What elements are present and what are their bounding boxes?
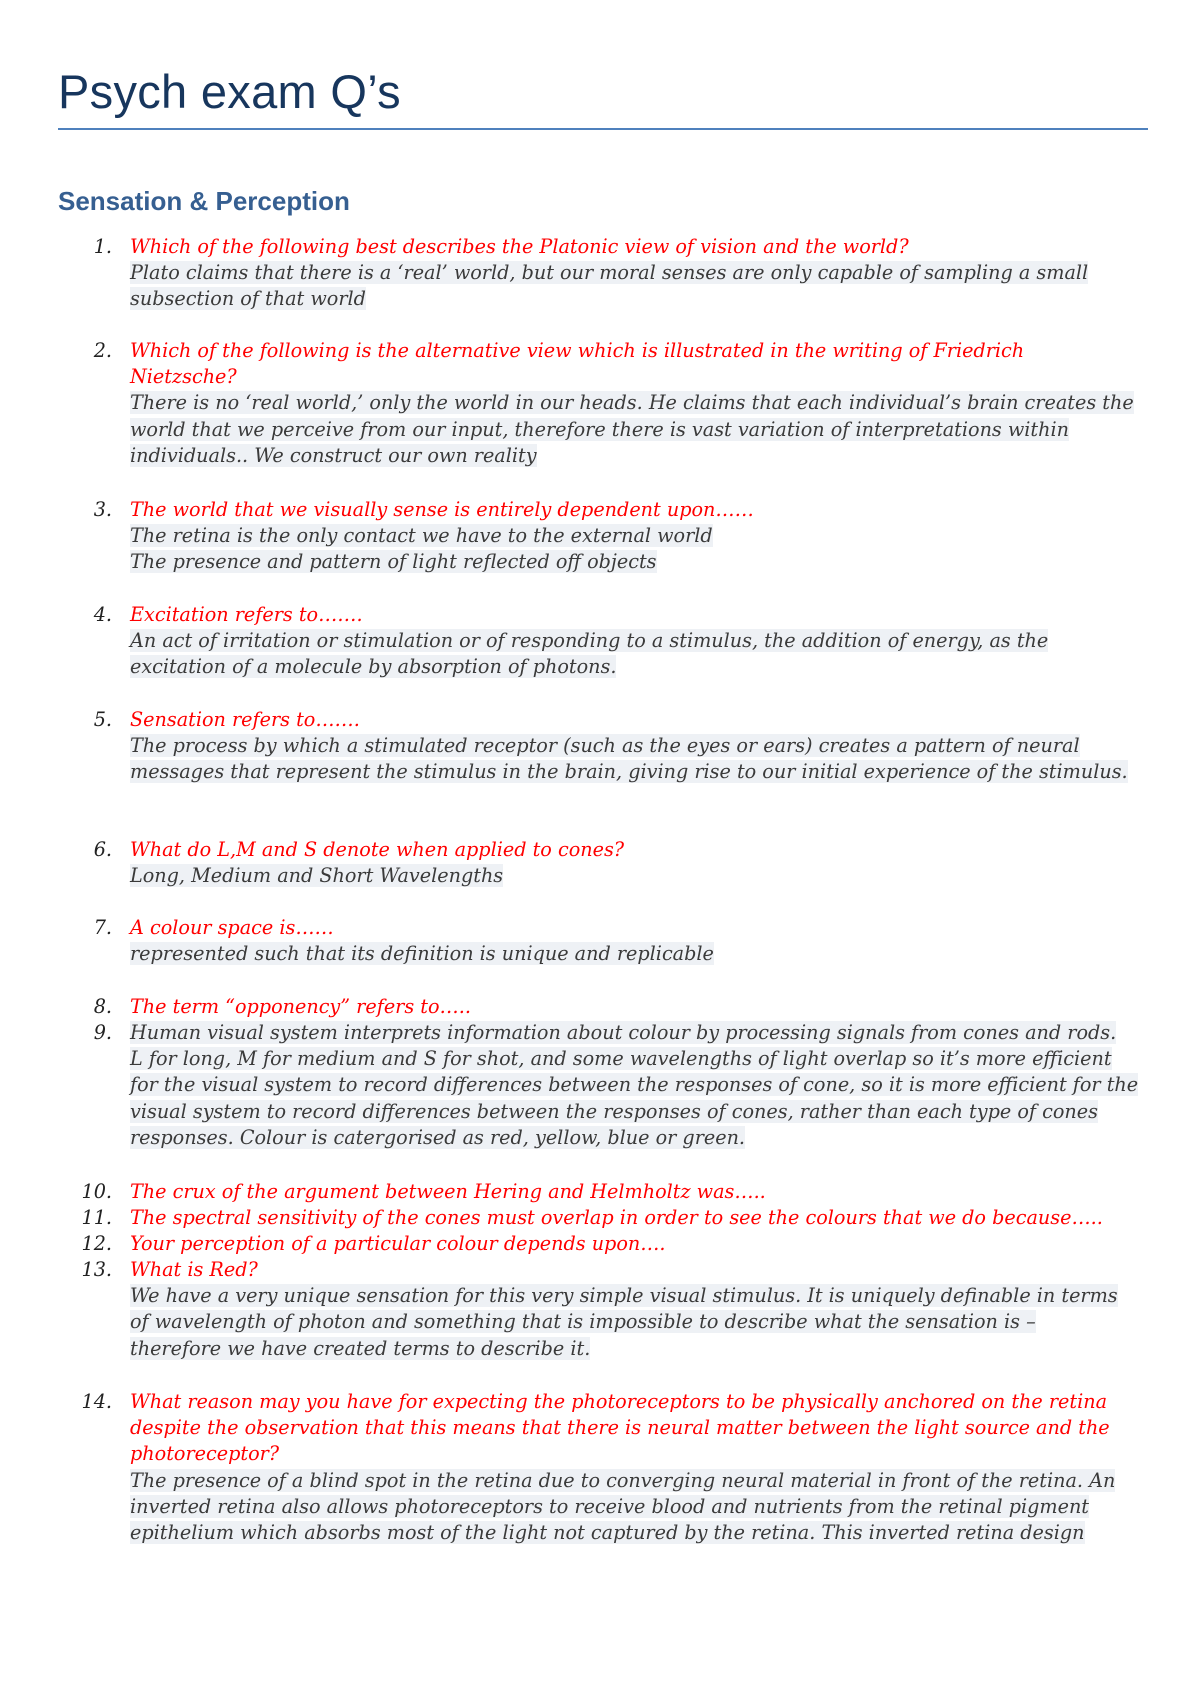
question-text: Excitation refers to……. [130, 603, 363, 626]
item-number: 12. [81, 1232, 112, 1255]
answer-text [130, 522, 1150, 550]
answer-highlight: We have a very unique sensation for this very simple visual stimulus. It is uniquely definable in terms [130, 1284, 1118, 1308]
item-number: 6. [93, 838, 112, 861]
answer-highlight: represented such that its definition is unique and replicable [130, 942, 714, 966]
answer-highlight: The presence of a blind spot in the retina due to converging neural material in front of the retina. An [130, 1468, 1116, 1492]
answer-text [130, 732, 1150, 760]
item-number: 1. [93, 235, 112, 258]
answer-text [130, 940, 1150, 968]
item-number: 5. [93, 708, 112, 731]
question-text: A colour space is…… [130, 916, 334, 939]
answer-text [130, 653, 1150, 681]
answer-text [130, 1019, 1150, 1047]
question-text: The world that we visually sense is entirely dependent upon…… [130, 498, 754, 521]
item-number: 13. [81, 1258, 112, 1281]
question-text: Sensation refers to……. [130, 708, 360, 731]
item-number: 2. [93, 339, 112, 362]
answer-text [130, 1098, 1150, 1126]
question-text: The term “opponency” refers to….. [130, 995, 471, 1018]
answer-text [130, 627, 1150, 655]
item-number: 7. [93, 916, 112, 939]
answer-highlight: Human visual system interprets information about colour by processing signals from cones and rods. [130, 1021, 1117, 1044]
item-number: 10. [81, 1180, 112, 1203]
answer-highlight: responses. Colour is catergorised as red, yellow, blue or green. [130, 1125, 746, 1149]
answer-highlight: L for long, M for medium and S for shot, and some wavelengths of light overlap so it’s more efficient [130, 1047, 1112, 1071]
page-title: Psych exam Q’s [58, 65, 401, 118]
answer-highlight: for the visual system to record differences between the responses of cone, so it is more efficient for the [130, 1073, 1139, 1097]
answer-text [130, 1045, 1150, 1073]
item-number: 9. [93, 1021, 112, 1044]
item-number: 3. [93, 498, 112, 521]
section-heading: Sensation & Perception [58, 186, 350, 216]
answer-highlight: messages that represent the stimulus in the brain, giving rise to our initial experience of the stimulus. [130, 760, 1128, 784]
item-number: 11. [81, 1206, 112, 1229]
answer-highlight: The presence and pattern of light reflected off objects [130, 550, 657, 574]
answer-text [130, 548, 1150, 576]
answer-text [130, 416, 1150, 444]
answer-highlight: individuals.. We construct our own reality [130, 443, 537, 467]
question-text: Your perception of a particular colour depends upon…. [130, 1232, 666, 1255]
question-text: The spectral sensitivity of the cones must overlap in order to see the colours that we do because….. [130, 1206, 1103, 1229]
answer-highlight: Plato claims that there is a ‘real’ world, but our moral senses are only capable of sampling a small [130, 261, 1089, 285]
question-text: The crux of the argument between Hering and Helmholtz was….. [130, 1180, 766, 1203]
answer-text [130, 1519, 1150, 1547]
answer-text [130, 1335, 1150, 1363]
answer-highlight: excitation of a molecule by absorption of photons. [130, 655, 617, 679]
answer-highlight: of wavelength of photon and something that is impossible to describe what the sensation is – [130, 1310, 1036, 1334]
answer-text [130, 259, 1150, 287]
answer-highlight: therefore we have created terms to describe it. [130, 1336, 591, 1360]
answer-highlight: Long, Medium and Short Wavelengths [130, 864, 504, 888]
answer-text [130, 1282, 1150, 1310]
question-text: What reason may you have for expecting the photoreceptors to be physically anchored on the retina [130, 1390, 1108, 1413]
question-text: Which of the following is the alternative view which is illustrated in the writing of Friedrich [130, 339, 1025, 362]
question-text: Nietzsche? [130, 365, 237, 389]
answer-highlight: There is no ‘real world,’ only the world in our heads. He claims that each individual’s brain creates the [130, 391, 1134, 415]
answer-highlight: An act of irritation or stimulation or of responding to a stimulus, the addition of energy, as the [130, 629, 1049, 653]
answer-highlight: epithelium which absorbs most of the light not captured by the retina. This inverted retina design [130, 1521, 1085, 1544]
answer-highlight: The process by which a stimulated receptor (such as the eyes or ears) creates a pattern of neural [130, 734, 1080, 758]
title-underline [58, 128, 1148, 130]
answer-highlight: subsection of that world [130, 287, 366, 311]
item-number: 4. [93, 603, 112, 626]
question-text: What is Red? [130, 1258, 258, 1281]
question-text: Which of the following best describes the Platonic view of vision and the world? [130, 235, 909, 258]
answer-text [130, 285, 1150, 313]
answer-text [130, 1124, 1150, 1152]
item-number: 8. [93, 995, 112, 1018]
answer-text [130, 1493, 1150, 1521]
item-number: 14. [81, 1390, 112, 1413]
question-text: despite the observation that this means that there is neural matter between the light source and the [130, 1416, 1110, 1440]
answer-text [130, 389, 1150, 417]
answer-text [130, 1308, 1150, 1336]
answer-text [130, 1071, 1150, 1099]
answer-highlight: visual system to record differences between the responses of cones, rather than each type of cones [130, 1099, 1098, 1123]
answer-text [130, 1467, 1150, 1495]
question-text: What do L,M and S denote when applied to cones? [130, 838, 625, 861]
answer-text [130, 442, 1150, 470]
answer-text [130, 862, 1150, 890]
answer-highlight: inverted retina also allows photoreceptors to receive blood and nutrients from the retinal pigment [130, 1494, 1090, 1518]
question-text: photoreceptor? [130, 1442, 280, 1466]
answer-text [130, 758, 1150, 786]
answer-highlight: world that we perceive from our input, therefore there is vast variation of interpretations within [130, 417, 1069, 441]
answer-highlight: The retina is the only contact we have to the external world [130, 524, 713, 548]
